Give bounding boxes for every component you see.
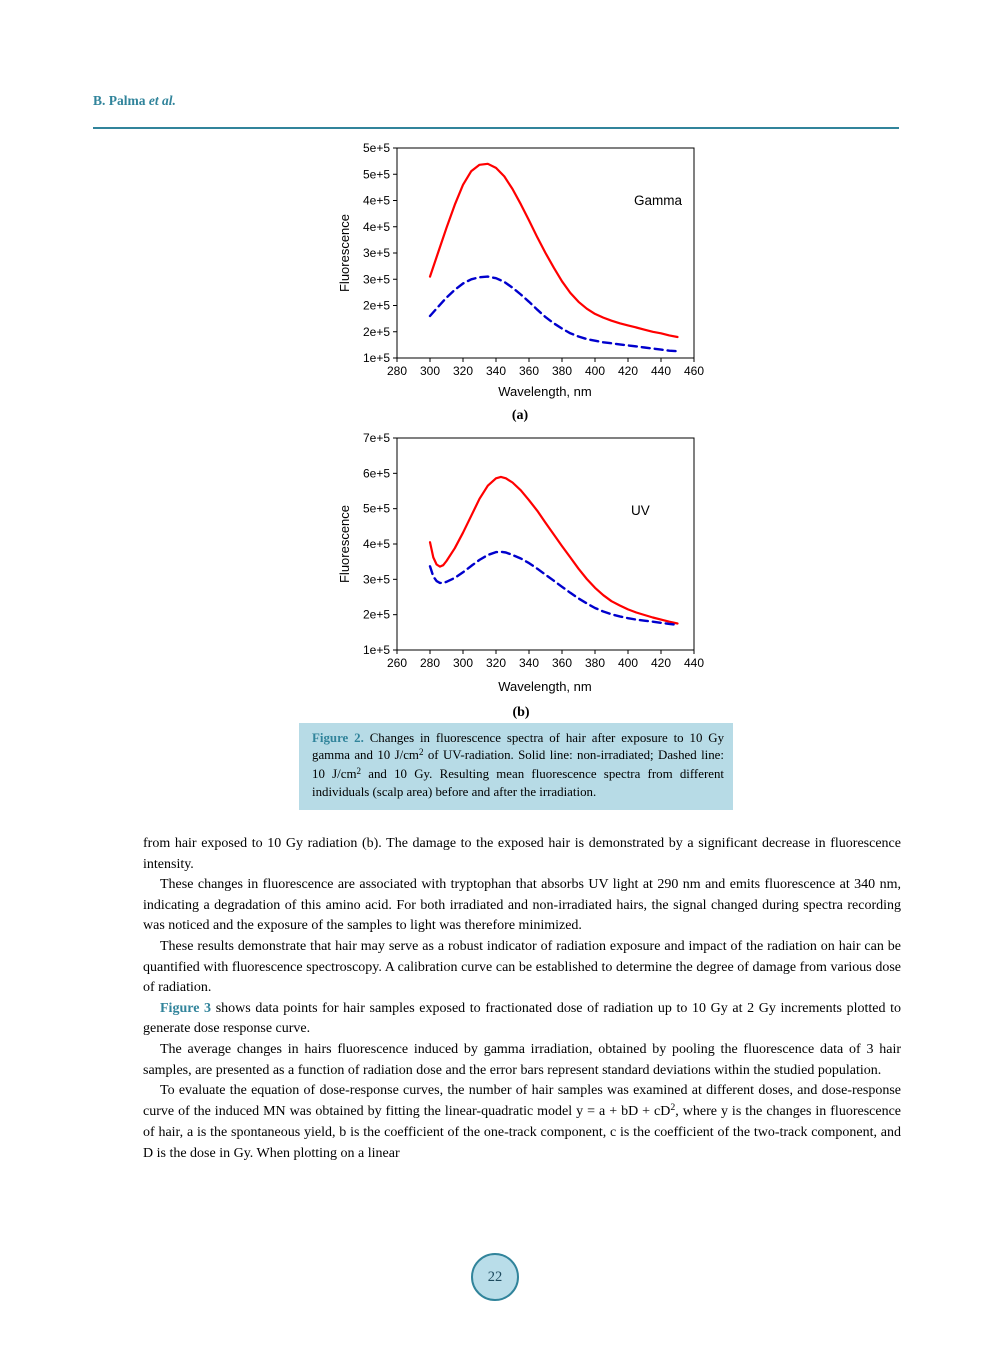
x-tick-label: 340 bbox=[485, 364, 507, 378]
x-tick-label: 360 bbox=[518, 364, 540, 378]
x-tick-label: 260 bbox=[386, 656, 408, 670]
text-segment: , where y is the changes in fluorescence of hair, a is the spontaneous yield, b is the coefficient of the one-track component, c is the coefficient of the two-track component, and D is the dose in Gy. When plotting on a linear bbox=[143, 1103, 902, 1161]
x-tick-label: 460 bbox=[683, 364, 705, 378]
y-tick-label: 3e+5 bbox=[362, 572, 390, 587]
body-text bbox=[143, 834, 901, 1165]
x-tick-label: 420 bbox=[650, 656, 672, 670]
text-segment: These changes in fluorescence are associated with tryptophan that absorbs UV light at 290 nm and emits fluorescence at 340 nm, indicating a degradation of this amino acid. For both irradiated and non-irradiated hairs, the signal changed during spectra recording was noticed and the exposure of the samples to light was therefore minimized. bbox=[143, 877, 901, 934]
y-tick-label: 5e+5 bbox=[362, 501, 390, 516]
y-tick-label: 4e+5 bbox=[362, 193, 390, 208]
x-tick-label: 380 bbox=[584, 656, 606, 670]
x-tick-label: 440 bbox=[683, 656, 705, 670]
paragraph bbox=[143, 937, 901, 999]
y-axis-label: Fluorescence bbox=[337, 504, 352, 584]
text-segment: To evaluate the equation of dose-response curves, the number of hair samples was examined at different doses, and dose-response curve of the induced MN was obtained by fitting the linear-quadratic model y = a + bD + cD bbox=[143, 1083, 901, 1119]
x-tick-label: 320 bbox=[452, 364, 474, 378]
x-tick-label: 340 bbox=[518, 656, 540, 670]
paragraph bbox=[143, 1040, 901, 1081]
header-rule bbox=[93, 127, 899, 129]
y-tick-label: 3e+5 bbox=[362, 246, 390, 260]
x-tick-label: 280 bbox=[419, 656, 441, 670]
solid-series-line bbox=[430, 477, 678, 624]
y-tick-label: 2e+5 bbox=[362, 324, 390, 339]
panel-label: (a) bbox=[511, 408, 529, 423]
x-tick-label: 400 bbox=[617, 656, 639, 670]
text-segment: These results demonstrate that hair may serve as a robust indicator of radiation exposure and impact of the radiation on hair can be quantified with fluorescence spectroscopy. A calibration curve can be established to determine the degree of damage from various dose of radiation. bbox=[143, 938, 901, 996]
solid-series-line bbox=[430, 164, 678, 337]
segment-figref: Figure 3 bbox=[160, 1000, 212, 1016]
page-header bbox=[93, 93, 176, 109]
paragraph bbox=[143, 1081, 901, 1164]
x-axis-label: Wavelength, nm bbox=[498, 384, 592, 399]
x-tick-label: 300 bbox=[452, 656, 474, 670]
series-annotation: Gamma bbox=[634, 193, 683, 208]
y-axis-label: Fluorescence bbox=[337, 213, 352, 293]
text-segment: Changes in fluorescence spectra of hair after exposure to 10 Gy gamma and 10 J/cm bbox=[312, 731, 725, 763]
paragraph bbox=[143, 834, 901, 875]
y-tick-label: 2e+5 bbox=[362, 607, 390, 622]
x-tick-label: 380 bbox=[551, 364, 573, 378]
y-tick-label: 5e+5 bbox=[362, 143, 390, 155]
segment-sup: 2 bbox=[356, 765, 361, 776]
text-segment: shows data points for hair samples exposed to fractionated dose of radiation up to 10 Gy at 2 Gy increments plotted to generate dose response curve. bbox=[143, 1000, 901, 1037]
panel-label: (b) bbox=[512, 705, 530, 720]
y-tick-label: 1e+5 bbox=[362, 643, 390, 657]
figure-2a-gamma-chart bbox=[330, 143, 710, 428]
segment-sup: 2 bbox=[670, 1102, 676, 1114]
paragraph bbox=[143, 875, 901, 937]
x-tick-label: 300 bbox=[419, 364, 441, 378]
figure-2b-uv-chart bbox=[330, 428, 710, 720]
x-tick-label: 400 bbox=[584, 364, 606, 378]
series-annotation: UV bbox=[631, 503, 650, 518]
x-tick-label: 320 bbox=[485, 656, 507, 670]
dashed-series-line bbox=[430, 277, 678, 352]
y-tick-label: 4e+5 bbox=[362, 537, 390, 551]
y-tick-label: 7e+5 bbox=[362, 431, 390, 445]
page-number-badge bbox=[471, 1253, 519, 1301]
segment-figlabel: Figure 2. bbox=[312, 731, 364, 745]
x-tick-label: 360 bbox=[551, 656, 573, 670]
y-tick-label: 6e+5 bbox=[362, 466, 390, 481]
y-tick-label: 3e+5 bbox=[362, 272, 390, 287]
x-tick-label: 280 bbox=[386, 364, 408, 378]
text-segment: of UV-radiation. Solid line: non-irradiated; Dashed line: 10 J/cm bbox=[312, 748, 724, 781]
text-segment: and 10 Gy. Resulting mean fluorescence spectra from different individuals (scalp area) before and after the irradiation. bbox=[312, 766, 724, 799]
figure-2-caption bbox=[299, 723, 733, 810]
text-segment: from hair exposed to 10 Gy radiation (b). The damage to the exposed hair is demonstrated by a significant decrease in fluorescence intensity. bbox=[143, 836, 901, 872]
x-axis-label: Wavelength, nm bbox=[498, 679, 592, 694]
y-tick-label: 1e+5 bbox=[362, 351, 390, 365]
segment-sup: 2 bbox=[418, 747, 424, 758]
x-tick-label: 420 bbox=[617, 364, 639, 378]
plot-border bbox=[397, 438, 694, 650]
paragraph bbox=[143, 999, 901, 1040]
x-tick-label: 440 bbox=[650, 364, 672, 378]
header-author: B. Palma bbox=[93, 93, 146, 108]
y-tick-label: 5e+5 bbox=[362, 167, 390, 182]
y-tick-label: 2e+5 bbox=[362, 298, 390, 313]
header-etal: et al. bbox=[148, 93, 176, 108]
y-tick-label: 4e+5 bbox=[362, 219, 390, 234]
text-segment: The average changes in hairs fluorescence induced by gamma irradiation, obtained by pooling the fluorescence data of 3 hair samples, are presented as a function of radiation dose and the error bars represent standard deviations within the studied population. bbox=[143, 1041, 901, 1078]
page-number: 22 bbox=[487, 1268, 503, 1285]
